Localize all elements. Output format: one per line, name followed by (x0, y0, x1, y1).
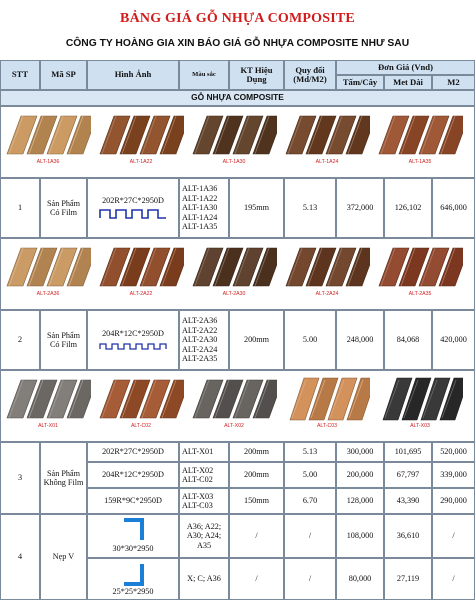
page-subtitle: CÔNG TY HOÀNG GIA XIN BÁO GIÁ GỖ NHỰA COMPOSITE NHƯ SAU (65, 38, 410, 49)
m2-price: 420,000 (432, 310, 475, 370)
product-size: 202R*27C*2950D (102, 196, 164, 206)
row-stt: 2 (0, 310, 40, 370)
wood-panel-image (377, 244, 463, 290)
wood-panel-image (98, 376, 184, 422)
effective-size: / (229, 514, 284, 558)
section-title: GỖ NHỰA COMPOSITE (0, 90, 475, 106)
product-image: ALT-X01 (5, 376, 91, 429)
col-conversion-header: Quy đổi (Md/M2) (284, 60, 336, 90)
product-image: ALT-1A36 (5, 112, 91, 165)
m2-price: 520,000 (432, 442, 475, 462)
effective-size: / (229, 558, 284, 600)
col-size-header: KT Hiệu Dụng (229, 60, 284, 90)
effective-size: 200mm (229, 310, 284, 370)
product-image: ALT-1A22 (98, 112, 184, 165)
product-image: ALT-X02 (191, 376, 277, 429)
product-image: ALT-2A35 (377, 244, 463, 297)
conversion: 6.70 (284, 488, 336, 514)
wood-panel-image (377, 112, 463, 158)
effective-size: 195mm (229, 178, 284, 238)
product-name: Nẹp V (40, 514, 87, 600)
sheet-price: 200,000 (336, 462, 384, 488)
wood-panel-image (284, 244, 370, 290)
m2-price: 290,000 (432, 488, 475, 514)
wood-panel-image (191, 376, 277, 422)
product-image: ALT-X03 (377, 376, 463, 429)
color-codes: ALT-X02 ALT-C02 (179, 462, 229, 488)
row-stt: 3 (0, 442, 40, 514)
meter-price: 36,610 (384, 514, 432, 558)
col-sheet-price-header: Tấm/Cây (336, 75, 384, 90)
panel-profile-icon (98, 341, 168, 351)
product-image-strip-2 (0, 238, 475, 310)
meter-price: 67,797 (384, 462, 432, 488)
product-image-strip-1 (0, 106, 475, 178)
wood-panel-image (98, 244, 184, 290)
product-image-strip-3 (0, 370, 475, 442)
wood-panel-image (5, 376, 91, 422)
color-codes: ALT-X03 ALT-C03 (179, 488, 229, 514)
product-image: ALT-C02 (98, 376, 184, 429)
product-size: 30*30*2950 (112, 544, 154, 554)
sheet-price: 80,000 (336, 558, 384, 600)
sheet-price: 300,000 (336, 442, 384, 462)
product-image: ALT-C03 (284, 376, 370, 429)
product-image: ALT-2A36 (5, 244, 91, 297)
conversion: 5.13 (284, 178, 336, 238)
sheet-price: 372,000 (336, 178, 384, 238)
product-image: ALT-1A30 (191, 112, 277, 165)
wood-panel-image (5, 244, 91, 290)
meter-price: 101,695 (384, 442, 432, 462)
wood-panel-image (191, 112, 277, 158)
product-image: ALT-2A30 (191, 244, 277, 297)
product-name: Sản Phẩm Có Film (40, 310, 87, 370)
sheet-price: 128,000 (336, 488, 384, 514)
product-size-cell (87, 514, 179, 558)
meter-price: 43,390 (384, 488, 432, 514)
conversion: / (284, 514, 336, 558)
page-title: BẢNG GIÁ GỖ NHỰA COMPOSITE (120, 11, 355, 26)
wood-panel-image (5, 112, 91, 158)
color-codes: ALT-X01 (179, 442, 229, 462)
product-size-cell (87, 558, 179, 600)
wood-panel-image (98, 112, 184, 158)
v-trim-profile-icon (122, 562, 144, 586)
col-code-header: Mã SP (40, 60, 87, 90)
sheet-price: 108,000 (336, 514, 384, 558)
sheet-price: 248,000 (336, 310, 384, 370)
col-m2-price-header: M2 (432, 75, 475, 90)
wood-panel-image (377, 376, 463, 422)
col-image-header: Hình Ảnh (87, 60, 179, 90)
conversion: 5.13 (284, 442, 336, 462)
color-codes: ALT-1A36 ALT-1A22 ALT-1A30 ALT-1A24 ALT-1A35 (179, 178, 229, 238)
meter-price: 84,068 (384, 310, 432, 370)
col-meter-price-header: Met Dài (384, 75, 432, 90)
conversion: 5.00 (284, 310, 336, 370)
price-table (0, 60, 475, 600)
row-stt: 4 (0, 514, 40, 600)
col-stt-header: STT (0, 60, 40, 90)
m2-price: 339,000 (432, 462, 475, 488)
product-size-cell (87, 310, 179, 370)
conversion: / (284, 558, 336, 600)
m2-price: 646,000 (432, 178, 475, 238)
color-codes: A36; A22; A30; A24; A35 (179, 514, 229, 558)
product-image: ALT-1A35 (377, 112, 463, 165)
product-name: Sản Phẩm Không Film (40, 442, 87, 514)
product-name: Sản Phẩm Có Film (40, 178, 87, 238)
panel-profile-icon (98, 208, 168, 220)
product-size: 204R*12C*2950D (102, 329, 164, 339)
product-image: ALT-1A24 (284, 112, 370, 165)
wood-panel-image (191, 244, 277, 290)
product-size-cell (87, 178, 179, 238)
v-trim-profile-icon (122, 518, 144, 542)
effective-size: 200mm (229, 442, 284, 462)
product-size: 159R*9C*2950D (87, 488, 179, 514)
wood-panel-image (284, 376, 370, 422)
col-price-header: Đơn Giá (Vnd) (336, 60, 475, 75)
color-codes: ALT-2A36 ALT-2A22 ALT-2A30 ALT-2A24 ALT-2A35 (179, 310, 229, 370)
product-size: 204R*12C*2950D (87, 462, 179, 488)
product-size: 202R*27C*2950D (87, 442, 179, 462)
effective-size: 200mm (229, 462, 284, 488)
meter-price: 27,119 (384, 558, 432, 600)
product-size: 25*25*2950 (112, 586, 154, 596)
wood-panel-image (284, 112, 370, 158)
row-stt: 1 (0, 178, 40, 238)
m2-price: / (432, 558, 475, 600)
m2-price: / (432, 514, 475, 558)
product-image: ALT-2A24 (284, 244, 370, 297)
col-color-header: Màu sắc (179, 60, 229, 90)
color-codes: X; C; A36 (179, 558, 229, 600)
conversion: 5.00 (284, 462, 336, 488)
product-image: ALT-2A22 (98, 244, 184, 297)
effective-size: 150mm (229, 488, 284, 514)
meter-price: 126,102 (384, 178, 432, 238)
